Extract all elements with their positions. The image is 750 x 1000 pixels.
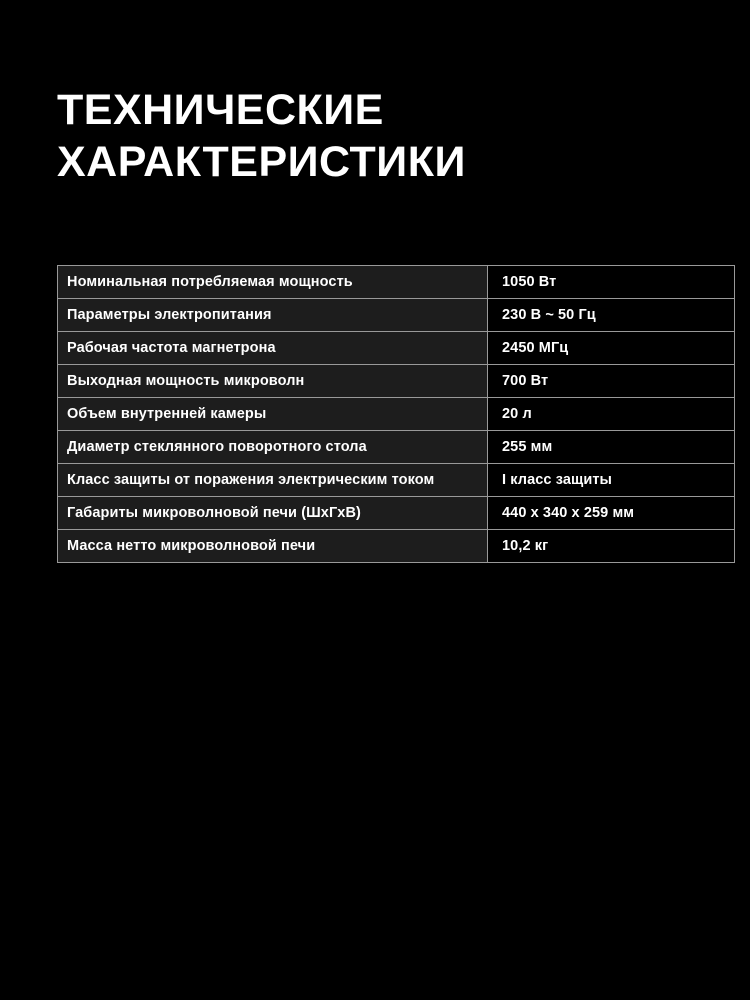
spec-label-cell: Рабочая частота магнетрона [58,332,488,365]
spec-value-cell: 2450 МГц [488,332,735,365]
table-row [58,299,735,332]
table-row [58,332,735,365]
table-row [58,266,735,299]
table-row [58,530,735,563]
spec-value-cell: 1050 Вт [488,266,735,299]
spec-value-cell: 255 мм [488,431,735,464]
page-title-line-2: ХАРАКТЕРИСТИКИ [57,138,466,186]
spec-label-cell: Объем внутренней камеры [58,398,488,431]
page-title-line-1: ТЕХНИЧЕСКИЕ [57,86,384,134]
spec-label-cell: Номинальная потребляемая мощность [58,266,488,299]
spec-value-cell: 230 В ~ 50 Гц [488,299,735,332]
spec-label-cell: Масса нетто микроволновой печи [58,530,488,563]
spec-value-cell: 440 x 340 x 259 мм [488,497,735,530]
spec-table [57,265,735,563]
spec-label-cell: Диаметр стеклянного поворотного стола [58,431,488,464]
spec-value-cell: I класс защиты [488,464,735,497]
spec-label-cell: Габариты микроволновой печи (ШхГхВ) [58,497,488,530]
table-row [58,365,735,398]
spec-value-cell: 10,2 кг [488,530,735,563]
table-row [58,497,735,530]
spec-label-cell: Класс защиты от поражения электрическим током [58,464,488,497]
spec-table-body [58,266,735,563]
spec-value-cell: 700 Вт [488,365,735,398]
page-title [57,84,466,188]
spec-label-cell: Параметры электропитания [58,299,488,332]
spec-label-cell: Выходная мощность микроволн [58,365,488,398]
table-row [58,398,735,431]
table-row [58,464,735,497]
table-row [58,431,735,464]
spec-value-cell: 20 л [488,398,735,431]
